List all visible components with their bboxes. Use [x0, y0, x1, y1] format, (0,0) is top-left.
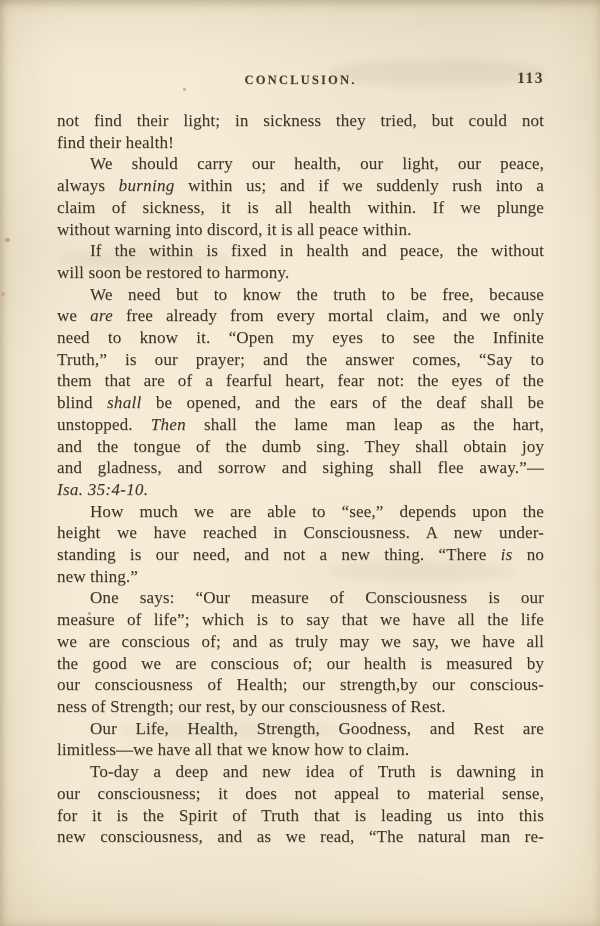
page-number: 113 — [517, 70, 544, 87]
text-block — [57, 110, 544, 848]
paragraph — [57, 501, 544, 588]
text-line: If the within is fixed in health and peace, the without — [90, 241, 544, 261]
text-line: unstopped. Then shall the lame man leap as the hart, — [57, 414, 544, 434]
text-line: need to know it. “Open my eyes to see the Infinite — [57, 328, 544, 348]
text-line: We need but to know the truth to be free, because — [90, 284, 544, 304]
text-line: Isa. 35:4-10. — [57, 479, 149, 499]
paragraph — [57, 284, 544, 501]
text-line: Our Life, Health, Strength, Goodness, and Rest are — [90, 718, 544, 738]
text-line: the good we are conscious of; our health is measured by — [57, 653, 544, 673]
paragraph — [57, 587, 544, 717]
text-line: One says: “Our measure of Consciousness is our — [90, 588, 544, 608]
text-line: ness of Strength; our rest, by our consciousness of Rest. — [57, 696, 446, 716]
text-line: find their health! — [57, 132, 174, 152]
text-line: new consciousness, and as we read, “The natural man re- — [57, 827, 544, 847]
text-line: always burning within us; and if we suddenly rush into a — [57, 176, 544, 196]
paragraph — [57, 240, 544, 283]
text-line: and the tongue of the dumb sing. They shall obtain joy — [57, 436, 544, 456]
text-line: We should carry our health, our light, our peace, — [90, 154, 544, 174]
paragraph — [57, 110, 544, 153]
text-line: not find their light; in sickness they tried, but could not — [57, 111, 544, 130]
paragraph — [57, 153, 544, 240]
text-line: we are free already from every mortal claim, and we only — [57, 306, 544, 326]
text-line: we are conscious of; and as truly may we say, we have all — [57, 631, 544, 651]
paragraph — [57, 718, 544, 761]
text-line: our consciousness of Health; our strength,by our conscious- — [57, 675, 544, 695]
paper-speck — [5, 238, 10, 242]
paper-speck — [1, 292, 5, 296]
text-line: without warning into discord, it is all peace within. — [57, 219, 412, 239]
text-line: blind shall be opened, and the ears of the deaf shall be — [57, 393, 544, 413]
text-line: Truth,” is our prayer; and the answer comes, “Say to — [57, 349, 544, 369]
text-line: limitless—we have all that we know how to claim. — [57, 740, 410, 760]
running-header — [57, 70, 544, 90]
text-line: measure of life”; which is to say that we have all the life — [57, 610, 544, 630]
paragraph — [57, 761, 544, 848]
text-line: How much we are able to “see,” depends upon the — [90, 501, 544, 521]
running-title: CONCLUSION. — [244, 73, 357, 87]
text-line: new thing.” — [57, 566, 138, 586]
text-line: for it is the Spirit of Truth that is leading us into this — [57, 805, 544, 825]
text-line: claim of sickness, it is all health within. If we plunge — [57, 197, 544, 217]
text-line: them that are of a fearful heart, fear not: the eyes of the — [57, 371, 544, 391]
text-line: will soon be restored to harmony. — [57, 262, 290, 282]
text-line: and gladness, and sorrow and sighing shall flee away.”— — [57, 458, 544, 478]
text-line: standing is our need, and not a new thing. “There is no — [57, 545, 544, 565]
text-line: To-day a deep and new idea of Truth is dawning in — [90, 762, 544, 782]
text-line: our consciousness; it does not appeal to material sense, — [57, 783, 544, 803]
text-line: height we have reached in Consciousness. A new under- — [57, 523, 544, 543]
